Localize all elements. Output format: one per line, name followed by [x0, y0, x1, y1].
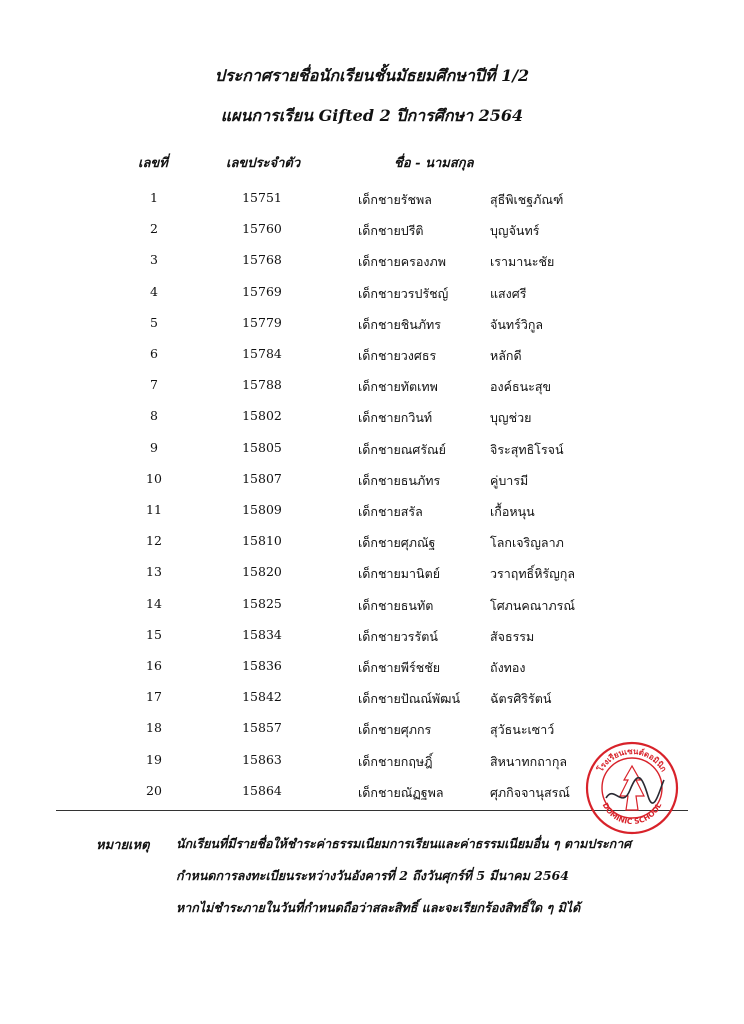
table-row [0, 471, 744, 502]
table-row [0, 190, 744, 221]
student-last-name: โลกเจริญลาภ [490, 535, 564, 551]
table-row [0, 284, 744, 315]
student-first-name: เด็กชายพีร์ชชัย [358, 660, 441, 675]
student-first-name: เด็กชายปรีติ [358, 223, 424, 239]
table-row [0, 658, 744, 689]
student-id: 15825 [242, 595, 282, 611]
student-id: 15809 [242, 502, 282, 517]
student-id: 15769 [242, 283, 282, 299]
student-id: 15842 [242, 689, 282, 705]
student-first-name: เด็กชายศุภณัฐ [358, 535, 436, 551]
student-id: 15820 [242, 564, 282, 580]
stamp-bottom-text: DOMINIC SCHOOL [600, 801, 664, 827]
table-row [0, 221, 744, 252]
student-first-name: เด็กชายณัฏฐพล [358, 784, 444, 800]
student-last-name: องค์ธนะสุข [490, 379, 552, 395]
row-number: 12 [146, 533, 162, 549]
table-row [0, 440, 744, 471]
table-row [0, 627, 744, 658]
table-row [0, 315, 744, 346]
student-id: 15807 [242, 470, 282, 486]
student-first-name: เด็กชายกวินท์ [358, 410, 433, 426]
row-number: 18 [146, 720, 162, 736]
row-number: 17 [146, 689, 162, 705]
student-id: 15857 [242, 720, 282, 736]
student-last-name: ศุภกิจจานุสรณ์ [490, 784, 570, 800]
row-number: 2 [150, 221, 158, 237]
table-row [0, 346, 744, 377]
row-number: 10 [146, 470, 162, 486]
student-first-name: เด็กชายกฤษฎิ์ [358, 753, 433, 769]
table-row [0, 689, 744, 720]
row-number: 20 [146, 782, 162, 798]
student-first-name: เด็กชายรัชพล [358, 192, 432, 207]
row-number: 1 [150, 190, 158, 205]
table-row [0, 533, 744, 564]
student-id: 15802 [242, 408, 282, 424]
table-row [0, 502, 744, 533]
column-header-name: ชื่อ - นามสกุล [394, 156, 474, 171]
svg-text:DOMINIC SCHOOL [601, 801, 664, 826]
row-number: 19 [146, 751, 162, 767]
student-last-name: บุญจันทร์ [490, 223, 540, 239]
student-first-name: เด็กชายปัณณ์พัฒน์ [358, 691, 460, 707]
student-last-name: แสงศรี [490, 285, 527, 301]
row-number: 6 [150, 346, 158, 361]
row-number: 11 [146, 502, 162, 517]
page-subtitle: แผนการเรียน Gifted 2 ปีการศึกษา 2564 [220, 106, 524, 125]
student-id: 15779 [242, 314, 282, 330]
student-id: 15810 [242, 533, 282, 549]
student-id: 15760 [242, 221, 282, 237]
student-first-name: เด็กชายวงศธร [358, 348, 437, 363]
student-last-name: เรามานะชัย [490, 254, 555, 270]
student-first-name: เด็กชายครองภพ [358, 254, 446, 270]
student-id: 15864 [242, 782, 282, 798]
student-first-name: เด็กชายธนทัต [358, 597, 434, 613]
note-line-1: นักเรียนที่มีรายชื่อให้ชำระค่าธรรมเนียมการเรียนและค่าธรรมเนียมอื่น ๆ ตามประกาศ [176, 836, 632, 851]
student-last-name: สัจธรรม [490, 628, 535, 644]
row-number: 9 [150, 439, 158, 455]
student-last-name: สุวัธนะเซาว์ [490, 722, 555, 738]
student-id: 15805 [242, 439, 282, 455]
student-first-name: เด็กชายธนภัทร [358, 472, 441, 488]
student-first-name: เด็กชายณศรัณย์ [358, 441, 446, 457]
column-header-number: เลขที่ [138, 156, 168, 171]
student-first-name: เด็กชายสรัล [358, 504, 423, 519]
student-first-name: เด็กชายมานิตย์ [358, 566, 441, 582]
student-first-name: เด็กชายชินภัทร [358, 316, 442, 332]
table-row [0, 252, 744, 283]
row-number: 13 [146, 564, 162, 580]
table-row [0, 596, 744, 627]
page-title: ประกาศรายชื่อนักเรียนชั้นมัธยมศึกษาปีที่ 1/2 [214, 66, 530, 85]
student-last-name: สิหนาทกถากุล [490, 753, 568, 769]
student-last-name: จิระสุทธิโรจน์ [490, 441, 564, 457]
stamp-top-text: โรงเรียนเซนต์ดอมินิก [595, 746, 669, 774]
student-last-name: บุญช่วย [490, 410, 532, 426]
student-last-name: ถังทอง [490, 660, 526, 675]
student-last-name: หลักดี [490, 348, 522, 363]
student-last-name: คู่บารมี [490, 472, 529, 488]
student-id: 15751 [242, 190, 282, 205]
note-line-3: หากไม่ชำระภายในวันที่กำหนดถือว่าสละสิทธิ์ และจะเรียกร้องสิทธิ์ใด ๆ มิได้ [176, 900, 581, 915]
student-last-name: สุธีพิเชฐภัณฑ์ [490, 192, 564, 207]
student-last-name: เกื้อหนุน [490, 504, 535, 519]
student-first-name: เด็กชายทัตเทพ [358, 379, 438, 395]
student-last-name: จันทร์วิกูล [490, 316, 544, 332]
student-last-name: ฉัตรศิริรัตน์ [490, 691, 552, 707]
row-number: 16 [146, 658, 162, 673]
student-last-name: วราฤทธิ์หิรัญกุล [490, 566, 576, 582]
row-number: 8 [150, 408, 158, 424]
row-number: 15 [146, 626, 162, 642]
student-id: 15834 [242, 626, 282, 642]
student-first-name: เด็กชายวรรัตน์ [358, 628, 438, 644]
student-id: 15836 [242, 658, 282, 673]
row-number: 14 [146, 595, 162, 611]
column-header-student-id: เลขประจำตัว [226, 156, 301, 171]
student-id: 15784 [242, 346, 282, 361]
student-id: 15788 [242, 377, 282, 393]
school-seal-stamp [584, 740, 680, 836]
student-first-name: เด็กชายศุภกร [358, 722, 432, 738]
table-row [0, 408, 744, 439]
student-id: 15863 [242, 751, 282, 767]
note-line-2: กำหนดการลงทะเบียนระหว่างวันอังคารที่ 2 ถึงวันศุกร์ที่ 5 มีนาคม 2564 [176, 868, 569, 883]
row-number: 4 [150, 283, 158, 299]
row-number: 7 [150, 377, 158, 393]
table-row [0, 377, 744, 408]
note-label: หมายเหตุ [96, 838, 150, 853]
signature-scribble [606, 778, 664, 803]
student-id: 15768 [242, 252, 282, 268]
student-first-name: เด็กชายวรปรัชญ์ [358, 285, 449, 301]
table-row [0, 564, 744, 595]
row-number: 5 [150, 314, 158, 330]
row-number: 3 [150, 252, 158, 268]
student-last-name: โศภนคณาภรณ์ [490, 597, 575, 613]
